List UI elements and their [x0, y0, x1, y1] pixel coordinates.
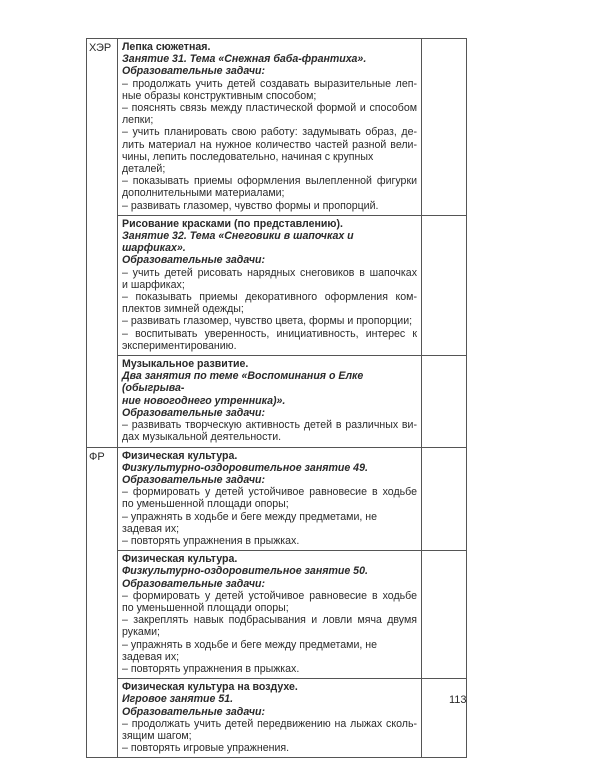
task-line: – учить планировать свою работу: задумывать образ, де-	[122, 126, 417, 139]
task-line: – повторять упражнения в прыжках.	[122, 534, 300, 547]
table-row	[87, 551, 467, 679]
task-line: плектов зимней одежды;	[122, 303, 244, 316]
table-row	[87, 39, 467, 216]
activity-cell	[118, 551, 422, 679]
task-line: – развивать творческую активность детей в различных ви-	[122, 419, 417, 432]
task-line: – формировать у детей устойчивое равновесие в ходьбе	[122, 589, 417, 602]
task-line: экспериментированию.	[122, 339, 237, 352]
task-line: – развивать глазомер, чувство цвета, формы и пропорции;	[122, 315, 413, 328]
lesson-topic: Физкультурно-оздоровительное занятие 50.	[122, 565, 368, 578]
lesson-topic: Физкультурно-оздоровительное занятие 49.	[122, 461, 368, 474]
educational-area-cell: ХЭР	[87, 39, 118, 448]
activity-cell	[118, 679, 422, 758]
tasks-heading: Образовательные задачи:	[122, 406, 266, 419]
task-line: по уменьшенной площади опоры;	[122, 601, 289, 614]
task-line: – продолжать учить детей передвижению на лыжах сколь-	[122, 717, 417, 730]
task-line: чины, лепить последовательно, начиная с крупных деталей;	[122, 150, 374, 176]
activity-title: Музыкальное развитие.	[122, 358, 249, 371]
table-row	[87, 215, 467, 355]
tasks-heading: Образовательные задачи:	[122, 705, 266, 718]
task-line: лепки;	[122, 114, 154, 127]
task-line: – повторять упражнения в прыжках.	[122, 662, 300, 675]
activity-cell	[118, 447, 422, 551]
task-line: – развивать глазомер, чувство формы и пропорций.	[122, 199, 379, 212]
task-line: дах музыкальной деятельности.	[122, 431, 282, 444]
notes-cell	[422, 447, 467, 551]
tasks-heading: Образовательные задачи:	[122, 254, 266, 267]
activity-cell	[118, 215, 422, 355]
activity-title: Рисование красками (по представлению).	[122, 217, 343, 230]
table-row	[87, 679, 467, 758]
activity-cell	[118, 356, 422, 447]
tasks-heading: Образовательные задачи:	[122, 577, 266, 590]
notes-cell	[422, 215, 467, 355]
task-line: – упражнять в ходьбе и беге между предметами, не задевая их;	[122, 638, 378, 663]
activity-cell	[118, 39, 422, 216]
lesson-topic: Занятие 31. Тема «Снежная баба-франтиха».	[122, 53, 367, 66]
task-line: – показывать приемы декоративного оформления ком-	[122, 291, 417, 304]
notes-cell	[422, 356, 467, 447]
activity-title: Физическая культура.	[122, 449, 238, 462]
tasks-heading: Образовательные задачи:	[122, 65, 266, 78]
task-line: и шарфиках;	[122, 278, 185, 291]
task-line: дополнительными материалами;	[122, 187, 285, 200]
task-line: – воспитывать уверенность, инициативность, интерес к	[122, 327, 417, 340]
task-line: – показывать приемы оформления вылепленной фигурки	[122, 175, 417, 188]
task-line: лить материал на нужное количество частей разной вели-	[122, 138, 417, 151]
page-number: 113	[449, 694, 467, 706]
task-line: зящим шагом;	[122, 729, 192, 742]
task-line: – пояснять связь между пластической формой и способом	[122, 102, 417, 115]
table-row	[87, 356, 467, 447]
table-row	[87, 447, 467, 551]
lesson-topic: Занятие 32. Тема «Снеговики в шапочках и шарфиках».	[122, 230, 354, 255]
activity-title: Физическая культура на воздухе.	[122, 681, 298, 694]
task-line: – продолжать учить детей создавать выразительные леп-	[122, 77, 417, 90]
lesson-topic: Два занятия по теме «Воспоминания о Елке (обыгрыва-	[122, 370, 364, 395]
notes-cell	[422, 551, 467, 679]
task-line: руками;	[122, 626, 160, 639]
task-line: – формировать у детей устойчивое равновесие в ходьбе	[122, 486, 417, 499]
activity-title: Физическая культура.	[122, 553, 238, 566]
tasks-heading: Образовательные задачи:	[122, 473, 266, 486]
lesson-topic: Игровое занятие 51.	[122, 693, 234, 706]
task-line: – упражнять в ходьбе и беге между предметами, не задевая их;	[122, 510, 378, 535]
task-line: – закреплять навык подбрасывания и ловли мяча двумя	[122, 614, 417, 627]
activity-title: Лепка сюжетная.	[122, 41, 211, 53]
lesson-topic: ние новогоднего утренника)».	[122, 394, 286, 407]
educational-area-cell: ФР	[87, 447, 118, 758]
task-line: по уменьшенной площади опоры;	[122, 498, 289, 511]
task-line: – учить детей рисовать нарядных снеговиков в шапочках	[122, 266, 417, 279]
task-line: ные образы конструктивным способом;	[122, 89, 317, 102]
task-line: – повторять игровые упражнения.	[122, 742, 290, 755]
lesson-plan-table	[86, 38, 467, 758]
notes-cell	[422, 679, 467, 758]
notes-cell	[422, 39, 467, 216]
